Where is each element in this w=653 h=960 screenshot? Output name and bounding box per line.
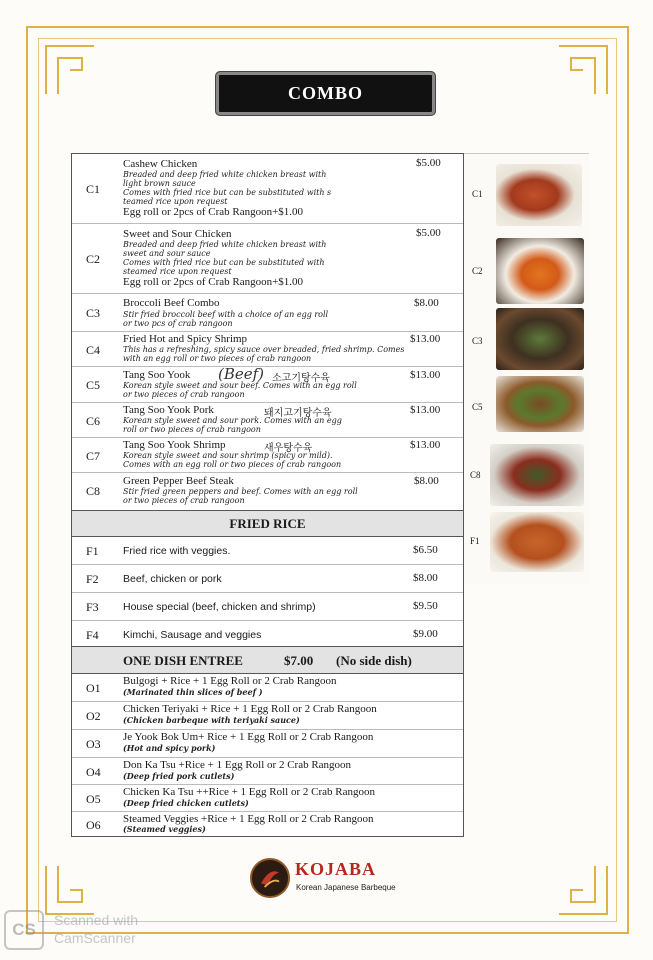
item-name: Tang Soo Yook Shrimp bbox=[123, 439, 226, 451]
item-desc: This has a refreshing, spicy sauce over breaded, fried shrimp. Comes bbox=[123, 345, 405, 354]
item-code: C4 bbox=[86, 343, 101, 357]
photo-label: C3 bbox=[472, 336, 483, 346]
combo-row-c3 bbox=[72, 294, 463, 332]
one-dish-note: (No side dish) bbox=[336, 653, 412, 668]
item-desc: or two pieces of crab rangoon bbox=[123, 390, 245, 399]
photo-label: F1 bbox=[470, 536, 480, 546]
item-code: C2 bbox=[86, 252, 101, 266]
item-desc: Comes with an egg roll or two pieces of crab rangoon bbox=[123, 460, 342, 469]
menu-table bbox=[71, 153, 464, 837]
c5-dish-photo bbox=[496, 376, 584, 432]
item-price: $5.00 bbox=[416, 227, 441, 239]
item-desc: with an egg roll or two pieces of crab rangoon bbox=[123, 354, 312, 363]
item-name: Fried rice with veggies. bbox=[123, 545, 231, 557]
photo-label: C5 bbox=[472, 402, 483, 412]
item-desc: (Deep fried chicken cutlets) bbox=[123, 798, 249, 808]
item-price: $8.00 bbox=[414, 297, 439, 309]
item-name: Tang Soo Yook Pork bbox=[123, 404, 214, 416]
fried-rice-header bbox=[72, 510, 463, 537]
one-dish-row bbox=[72, 785, 463, 812]
camscanner-watermark bbox=[4, 910, 174, 954]
item-price: $6.50 bbox=[413, 544, 438, 556]
fried-rice-title: FRIED RICE bbox=[229, 516, 306, 531]
one-dish-header bbox=[72, 646, 463, 674]
photo-column bbox=[464, 153, 589, 584]
item-code: C5 bbox=[86, 378, 101, 392]
item-price: $13.00 bbox=[410, 369, 441, 381]
item-price: $13.00 bbox=[410, 333, 441, 345]
one-dish-row bbox=[72, 702, 463, 730]
item-name: Chicken Ka Tsu ++Rice + 1 Egg Roll or 2 Crab Rangoon bbox=[123, 786, 375, 798]
one-dish-row bbox=[72, 730, 463, 758]
item-price: $9.00 bbox=[413, 628, 438, 640]
corner-ornament-top-right bbox=[555, 42, 611, 98]
item-code: C1 bbox=[86, 182, 101, 196]
item-desc: Stir fried broccoli beef with a choice of an egg roll bbox=[123, 310, 329, 319]
item-name: Beef, chicken or pork bbox=[123, 573, 222, 585]
item-name: Fried Hot and Spicy Shrimp bbox=[123, 333, 248, 345]
item-code: F2 bbox=[86, 572, 99, 586]
item-desc: (Steamed veggies) bbox=[123, 824, 206, 834]
corner-ornament-bottom-right bbox=[555, 862, 611, 918]
item-korean-name: 새우탕수육 bbox=[264, 443, 313, 454]
item-korean-name: 돼지고기탕수육 bbox=[264, 408, 332, 419]
item-name: Kimchi, Sausage and veggies bbox=[123, 629, 262, 641]
item-desc: or two pieces of crab rangoon bbox=[123, 496, 245, 505]
item-desc: Comes with fried rice but can be substituted with bbox=[123, 258, 325, 267]
logo-name: KOJABA bbox=[295, 859, 377, 879]
item-price: $8.00 bbox=[413, 572, 438, 584]
photo-label: C2 bbox=[472, 266, 483, 276]
item-code: O2 bbox=[86, 709, 101, 723]
item-extra: Egg roll or 2pcs of Crab Rangoon+$1.00 bbox=[123, 276, 304, 288]
item-desc: Comes with fried rice but can be substituted with s bbox=[123, 188, 332, 197]
item-desc: roll or two pieces of crab rangoon bbox=[123, 425, 261, 434]
handwritten-beef-note: (Beef) bbox=[218, 365, 265, 383]
item-price: $13.00 bbox=[410, 404, 441, 416]
one-dish-title: ONE DISH ENTREE bbox=[123, 653, 243, 668]
item-korean-name: 소고기탕수육 bbox=[272, 373, 330, 384]
combo-row-c6 bbox=[72, 403, 463, 438]
fried-rice-row bbox=[72, 621, 463, 649]
one-dish-row bbox=[72, 758, 463, 785]
fried-rice-row bbox=[72, 537, 463, 565]
photo-label: C1 bbox=[472, 189, 483, 199]
item-desc: Korean style sweet and sour pork. Comes with an egg bbox=[123, 416, 342, 425]
item-name: Je Yook Bok Um+ Rice + 1 Egg Roll or 2 Crab Rangoon bbox=[123, 731, 374, 743]
item-code: O1 bbox=[86, 681, 101, 695]
c8-dish-photo bbox=[490, 444, 584, 506]
item-code: F1 bbox=[86, 544, 99, 558]
item-price: $8.00 bbox=[414, 475, 439, 487]
item-name: Sweet and Sour Chicken bbox=[123, 228, 232, 240]
item-desc: sweet and sour sauce bbox=[123, 249, 211, 258]
item-desc: (Deep fried pork cutlets) bbox=[123, 771, 235, 781]
item-extra: Egg roll or 2pcs of Crab Rangoon+$1.00 bbox=[123, 206, 304, 218]
combo-row-c1 bbox=[72, 154, 463, 224]
combo-row-c2 bbox=[72, 224, 463, 294]
logo-tagline: Korean Japanese Barbeque bbox=[296, 883, 396, 892]
item-code: O6 bbox=[86, 818, 101, 832]
one-dish-price: $7.00 bbox=[284, 653, 314, 668]
item-desc: Korean style sweet and sour beef. Comes with an egg roll bbox=[123, 381, 357, 390]
item-desc: steamed rice upon request bbox=[123, 267, 232, 276]
item-name: Don Ka Tsu +Rice + 1 Egg Roll or 2 Crab Rangoon bbox=[123, 759, 352, 771]
item-desc: Breaded and deep fried white chicken breast with bbox=[123, 240, 327, 249]
combo-title: COMBO bbox=[288, 83, 363, 103]
combo-header bbox=[216, 72, 435, 115]
item-code: C8 bbox=[86, 484, 101, 498]
item-name: Chicken Teriyaki + Rice + 1 Egg Roll or 2 Crab Rangoon bbox=[123, 703, 377, 715]
f1-dish-photo bbox=[490, 512, 584, 572]
item-code: C6 bbox=[86, 414, 101, 428]
item-desc: Breaded and deep fried white chicken breast with bbox=[123, 170, 327, 179]
photo-label: C8 bbox=[470, 470, 481, 480]
item-name: Cashew Chicken bbox=[123, 158, 198, 170]
item-desc: Korean style sweet and sour shrimp (spicy or mild). bbox=[123, 451, 333, 460]
item-code: O4 bbox=[86, 765, 101, 779]
item-code: C7 bbox=[86, 449, 101, 463]
item-desc: Stir fried green peppers and beef. Comes with an egg roll bbox=[123, 487, 358, 496]
combo-row-c4 bbox=[72, 332, 463, 367]
item-desc: (Marinated thin slices of beef ) bbox=[123, 687, 263, 697]
logo-emblem-icon bbox=[250, 858, 290, 898]
item-name: Tang Soo Yook bbox=[123, 369, 191, 381]
item-name: Bulgogi + Rice + 1 Egg Roll or 2 Crab Rangoon bbox=[123, 675, 337, 687]
item-desc: light brown sauce bbox=[123, 179, 196, 188]
item-code: C3 bbox=[86, 306, 101, 320]
fried-rice-row bbox=[72, 565, 463, 593]
item-code: F4 bbox=[86, 628, 99, 642]
item-price: $5.00 bbox=[416, 157, 441, 169]
watermark-line1: Scanned with bbox=[54, 912, 139, 928]
item-name: Broccoli Beef Combo bbox=[123, 297, 220, 309]
combo-row-c5 bbox=[72, 367, 463, 403]
item-name: Steamed Veggies +Rice + 1 Egg Roll or 2 Crab Rangoon bbox=[123, 813, 374, 825]
watermark-line2: CamScanner bbox=[54, 930, 136, 946]
c1-dish-photo bbox=[496, 164, 582, 226]
item-code: F3 bbox=[86, 600, 99, 614]
fried-rice-row bbox=[72, 593, 463, 621]
c3-dish-photo bbox=[496, 308, 584, 370]
item-price: $9.50 bbox=[413, 600, 438, 612]
kojaba-logo bbox=[250, 858, 410, 900]
c2-dish-photo bbox=[496, 238, 584, 304]
one-dish-row bbox=[72, 674, 463, 702]
item-desc: or two pcs of crab rangoon bbox=[123, 319, 233, 328]
corner-ornament-top-left bbox=[42, 42, 98, 98]
item-name: House special (beef, chicken and shrimp) bbox=[123, 601, 316, 613]
camscanner-icon: CS bbox=[4, 910, 44, 950]
item-price: $13.00 bbox=[410, 439, 441, 451]
one-dish-row bbox=[72, 812, 463, 836]
item-code: O3 bbox=[86, 737, 101, 751]
item-desc: (Chicken barbeque with teriyaki sauce) bbox=[123, 715, 300, 725]
item-desc: (Hot and spicy pork) bbox=[123, 743, 216, 753]
combo-row-c7 bbox=[72, 438, 463, 473]
combo-row-c8 bbox=[72, 473, 463, 510]
item-name: Green Pepper Beef Steak bbox=[123, 475, 234, 487]
item-desc: teamed rice upon request bbox=[123, 197, 228, 206]
item-code: O5 bbox=[86, 792, 101, 806]
